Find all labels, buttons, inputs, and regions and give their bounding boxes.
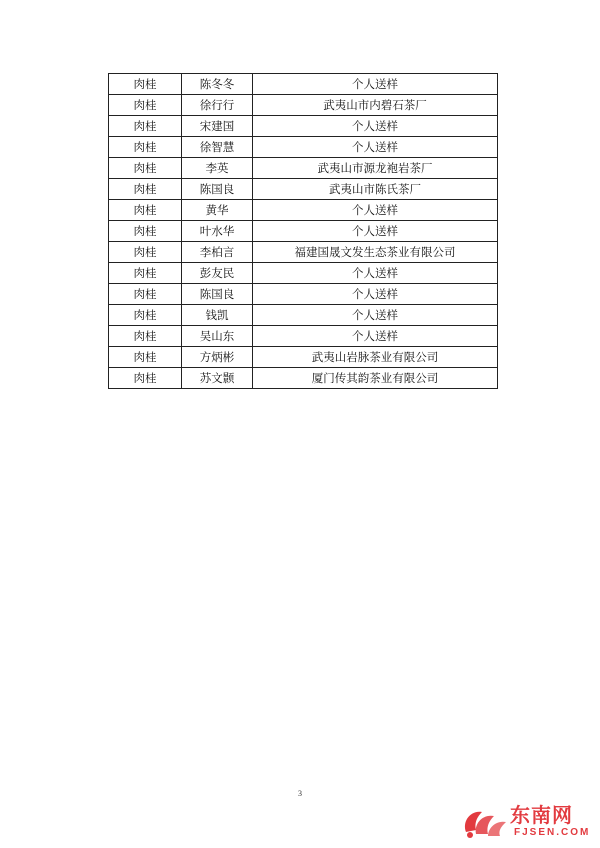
- source-cell: 个人送样: [253, 221, 498, 242]
- table-row: [109, 305, 498, 326]
- table-row: [109, 347, 498, 368]
- table-row: [109, 158, 498, 179]
- table-row: [109, 74, 498, 95]
- name-cell: 钱凯: [182, 305, 253, 326]
- name-cell: 陈国良: [182, 179, 253, 200]
- name-cell: 宋建国: [182, 116, 253, 137]
- cultivar-cell: 肉桂: [109, 179, 182, 200]
- name-cell: 吴山东: [182, 326, 253, 347]
- table-row: [109, 221, 498, 242]
- source-cell: 个人送样: [253, 284, 498, 305]
- source-cell: 个人送样: [253, 137, 498, 158]
- cultivar-cell: 肉桂: [109, 137, 182, 158]
- cultivar-cell: 肉桂: [109, 326, 182, 347]
- source-cell: 个人送样: [253, 263, 498, 284]
- cultivar-cell: 肉桂: [109, 347, 182, 368]
- source-cell: 厦门传其韵茶业有限公司: [253, 368, 498, 389]
- name-cell: 彭友民: [182, 263, 253, 284]
- name-cell: 陈冬冬: [182, 74, 253, 95]
- source-cell: 个人送样: [253, 200, 498, 221]
- fjsen-logo-mark-icon: [458, 802, 510, 840]
- source-cell: 个人送样: [253, 116, 498, 137]
- fjsen-logo-text-en: FJSEN.COM: [514, 827, 591, 838]
- cultivar-cell: 肉桂: [109, 200, 182, 221]
- table-row: [109, 326, 498, 347]
- table-row: [109, 368, 498, 389]
- cultivar-cell: 肉桂: [109, 284, 182, 305]
- source-cell: 武夷山市源龙袍岩茶厂: [253, 158, 498, 179]
- table-row: [109, 116, 498, 137]
- cultivar-cell: 肉桂: [109, 263, 182, 284]
- source-cell: 武夷山市陈氏茶厂: [253, 179, 498, 200]
- entries-table-body: [109, 74, 498, 389]
- source-cell: 福建国晟文发生态茶业有限公司: [253, 242, 498, 263]
- table-row: [109, 284, 498, 305]
- table-row: [109, 137, 498, 158]
- name-cell: 李柏言: [182, 242, 253, 263]
- table-row: [109, 263, 498, 284]
- source-cell: 武夷山市内碧石茶厂: [253, 95, 498, 116]
- name-cell: 黄华: [182, 200, 253, 221]
- entries-table: [108, 73, 498, 389]
- source-cell: 武夷山岩脉茶业有限公司: [253, 347, 498, 368]
- table-row: [109, 242, 498, 263]
- cultivar-cell: 肉桂: [109, 74, 182, 95]
- cultivar-cell: 肉桂: [109, 305, 182, 326]
- page-number: 3: [298, 789, 302, 798]
- source-cell: 个人送样: [253, 74, 498, 95]
- fjsen-logo-text-cn: 东南网: [510, 803, 573, 827]
- name-cell: 徐智慧: [182, 137, 253, 158]
- table-row: [109, 95, 498, 116]
- cultivar-cell: 肉桂: [109, 116, 182, 137]
- name-cell: 徐行行: [182, 95, 253, 116]
- name-cell: 叶水华: [182, 221, 253, 242]
- table-row: [109, 179, 498, 200]
- cultivar-cell: 肉桂: [109, 221, 182, 242]
- cultivar-cell: 肉桂: [109, 368, 182, 389]
- cultivar-cell: 肉桂: [109, 158, 182, 179]
- source-cell: 个人送样: [253, 305, 498, 326]
- fjsen-logo: [458, 802, 598, 842]
- name-cell: 陈国良: [182, 284, 253, 305]
- name-cell: 苏文颢: [182, 368, 253, 389]
- name-cell: 方炳彬: [182, 347, 253, 368]
- table-row: [109, 200, 498, 221]
- source-cell: 个人送样: [253, 326, 498, 347]
- name-cell: 李英: [182, 158, 253, 179]
- cultivar-cell: 肉桂: [109, 95, 182, 116]
- cultivar-cell: 肉桂: [109, 242, 182, 263]
